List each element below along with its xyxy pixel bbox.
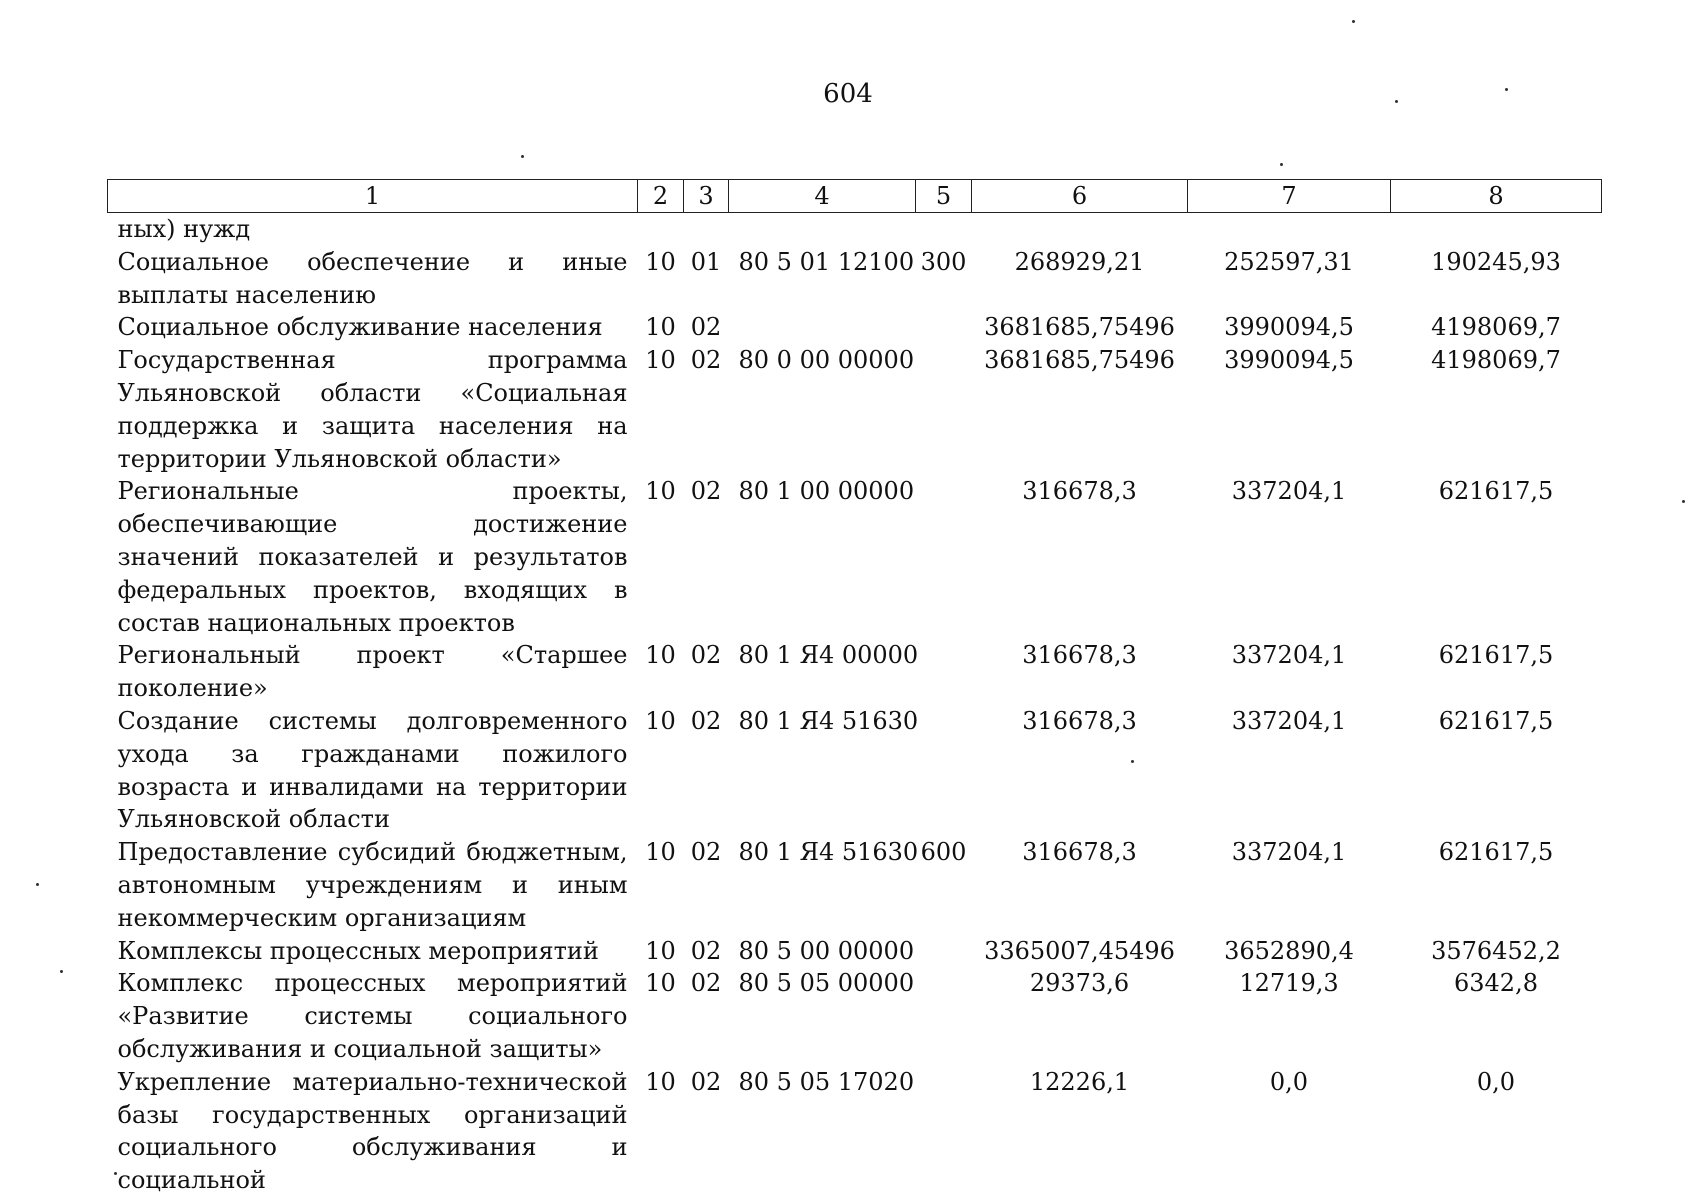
header-cell-amount-1: 6 [972,180,1188,213]
row-subsection: 02 [690,969,722,998]
header-cell-section: 2 [638,180,684,213]
row-name: Региональные проекты, обеспечивающие достижение значений показателей и результатов федеральных проектов, входящих в состав национальных проектов [117,477,628,637]
header-cell-name: 1 [108,180,638,213]
row-subsection: 02 [690,936,722,965]
row-amount-1: 3681685,75496 [984,313,1175,342]
header-cell-amount-2: 7 [1188,180,1391,213]
row-expense-type [916,935,972,968]
row-subsection: 02 [690,706,722,735]
row-subsection: 01 [690,247,722,276]
scan-speck [1395,100,1398,103]
row-amount-1: 316678,3 [1022,477,1137,506]
table-row [108,475,1602,639]
row-amount-1: 3681685,75496 [984,346,1175,375]
row-amount-1: 316678,3 [1022,838,1137,867]
scan-speck [1280,163,1283,166]
table-row [108,344,1602,475]
scan-speck [1682,500,1685,503]
row-expense-type [916,1066,972,1197]
scan-speck [1505,88,1508,91]
row-amount-3: 4198069,7 [1431,313,1561,342]
table-row [108,246,1602,312]
row-section: 10 [645,706,676,735]
row-amount-3: 0,0 [1476,1067,1516,1096]
row-section: 10 [645,838,676,867]
scan-speck [60,970,63,973]
row-amount-1: 12226,1 [1029,1067,1130,1096]
row-target-code: 80 0 00 00000 [738,346,915,375]
row-target-code: 80 1 Я4 51630 [738,706,919,735]
row-amount-3: 190245,93 [1431,247,1561,276]
row-section: 10 [645,313,676,342]
row-amount-3: 6342,8 [1454,969,1538,998]
row-name: ных) нужд [117,215,251,243]
row-target-code: 80 5 05 17020 [738,1067,915,1096]
header-cell-expense-type: 5 [916,180,972,213]
row-subsection: 02 [690,313,722,342]
row-section: 10 [645,969,676,998]
row-name: Социальное обеспечение и иные выплаты населению [117,247,628,309]
row-expense-type [916,475,972,639]
row-expense-type: 600 [920,838,967,867]
row-target-code: 80 1 Я4 51630 [738,838,919,867]
row-target-code: 80 5 00 00000 [738,936,915,965]
budget-table [107,179,1602,1197]
row-amount-1 [972,213,1188,246]
row-subsection [684,213,729,246]
table-row [108,705,1602,836]
row-section: 10 [645,346,676,375]
page-number: 604 [823,79,873,109]
row-subsection: 02 [690,1067,722,1096]
table-row [108,311,1602,344]
row-subsection: 02 [690,838,722,867]
header-cell-subsection: 3 [684,180,729,213]
table-row [108,1066,1602,1197]
row-amount-2: 252597,31 [1224,247,1354,276]
scan-speck [1352,20,1355,23]
row-expense-type [916,344,972,475]
row-amount-3: 3576452,2 [1431,936,1561,965]
row-amount-2: 0,0 [1269,1067,1309,1096]
row-section [638,213,684,246]
row-target-code: 80 1 00 00000 [738,477,915,506]
row-expense-type [916,311,972,344]
row-target-code: 80 1 Я4 00000 [738,641,919,670]
header-cell-target-code: 4 [729,180,916,213]
row-amount-3: 621617,5 [1438,838,1554,867]
row-amount-1: 29373,6 [1029,969,1130,998]
scan-speck [114,1172,117,1175]
row-name: Предоставление субсидий бюджетным, автономным учреждениям и иным некоммерческим организациям [117,838,628,932]
row-name: Региональный проект «Старшее поколение» [117,641,628,703]
row-expense-type [916,967,972,1065]
row-section: 10 [645,247,676,276]
row-name: Социальное обслуживание населения [117,313,603,342]
row-amount-2 [1188,213,1391,246]
row-target-code [729,311,916,344]
row-amount-2: 337204,1 [1231,641,1347,670]
table-row [108,935,1602,968]
row-amount-2: 3652890,4 [1224,936,1354,965]
row-section: 10 [645,641,676,670]
table-row [108,967,1602,1065]
row-subsection: 02 [690,641,722,670]
row-expense-type [916,639,972,705]
row-amount-1: 316678,3 [1022,641,1137,670]
row-amount-2: 3990094,5 [1224,346,1354,375]
table-row [108,213,1602,246]
row-amount-2: 12719,3 [1239,969,1339,998]
row-amount-2: 337204,1 [1231,838,1347,867]
scan-speck [36,883,39,886]
row-amount-1: 268929,21 [1014,247,1145,276]
row-amount-2: 337204,1 [1231,706,1347,735]
row-section: 10 [645,936,676,965]
row-name: Комплекс процессных мероприятий «Развитие системы социального обслуживания и социальной защиты» [117,969,628,1063]
scan-speck [1131,760,1134,763]
header-row [108,180,1602,213]
row-expense-type [916,213,972,246]
row-amount-3: 4198069,7 [1431,346,1561,375]
row-subsection: 02 [690,346,722,375]
row-name: Создание системы долговременного ухода за гражданами пожилого возраста и инвалидами на территории Ульяновской области [117,706,628,834]
row-name: Государственная программа Ульяновской области «Социальная поддержка и защита населения на территории Ульяновской области» [117,346,628,473]
row-amount-1: 3365007,45496 [984,936,1175,965]
row-target-code [729,213,916,246]
table-row [108,836,1602,934]
scan-speck [521,155,524,158]
row-amount-2: 3990094,5 [1224,313,1354,342]
row-section: 10 [645,477,676,506]
row-section: 10 [645,1067,676,1096]
row-expense-type: 300 [920,247,967,276]
row-name: Комплексы процессных мероприятий [117,936,599,965]
row-amount-3: 621617,5 [1438,706,1554,735]
row-subsection: 02 [690,477,722,506]
row-amount-2: 337204,1 [1231,477,1347,506]
table-row [108,639,1602,705]
row-amount-3 [1391,213,1602,246]
row-target-code: 80 5 01 12100 [738,247,915,276]
row-amount-1: 316678,3 [1022,706,1137,735]
row-name: Укрепление материально-технической базы государственных организаций социального обслуживания и социальной [117,1067,628,1195]
row-target-code: 80 5 05 00000 [738,969,915,998]
row-expense-type [916,705,972,836]
row-amount-3: 621617,5 [1438,641,1554,670]
row-amount-3: 621617,5 [1438,477,1554,506]
header-cell-amount-3: 8 [1391,180,1602,213]
